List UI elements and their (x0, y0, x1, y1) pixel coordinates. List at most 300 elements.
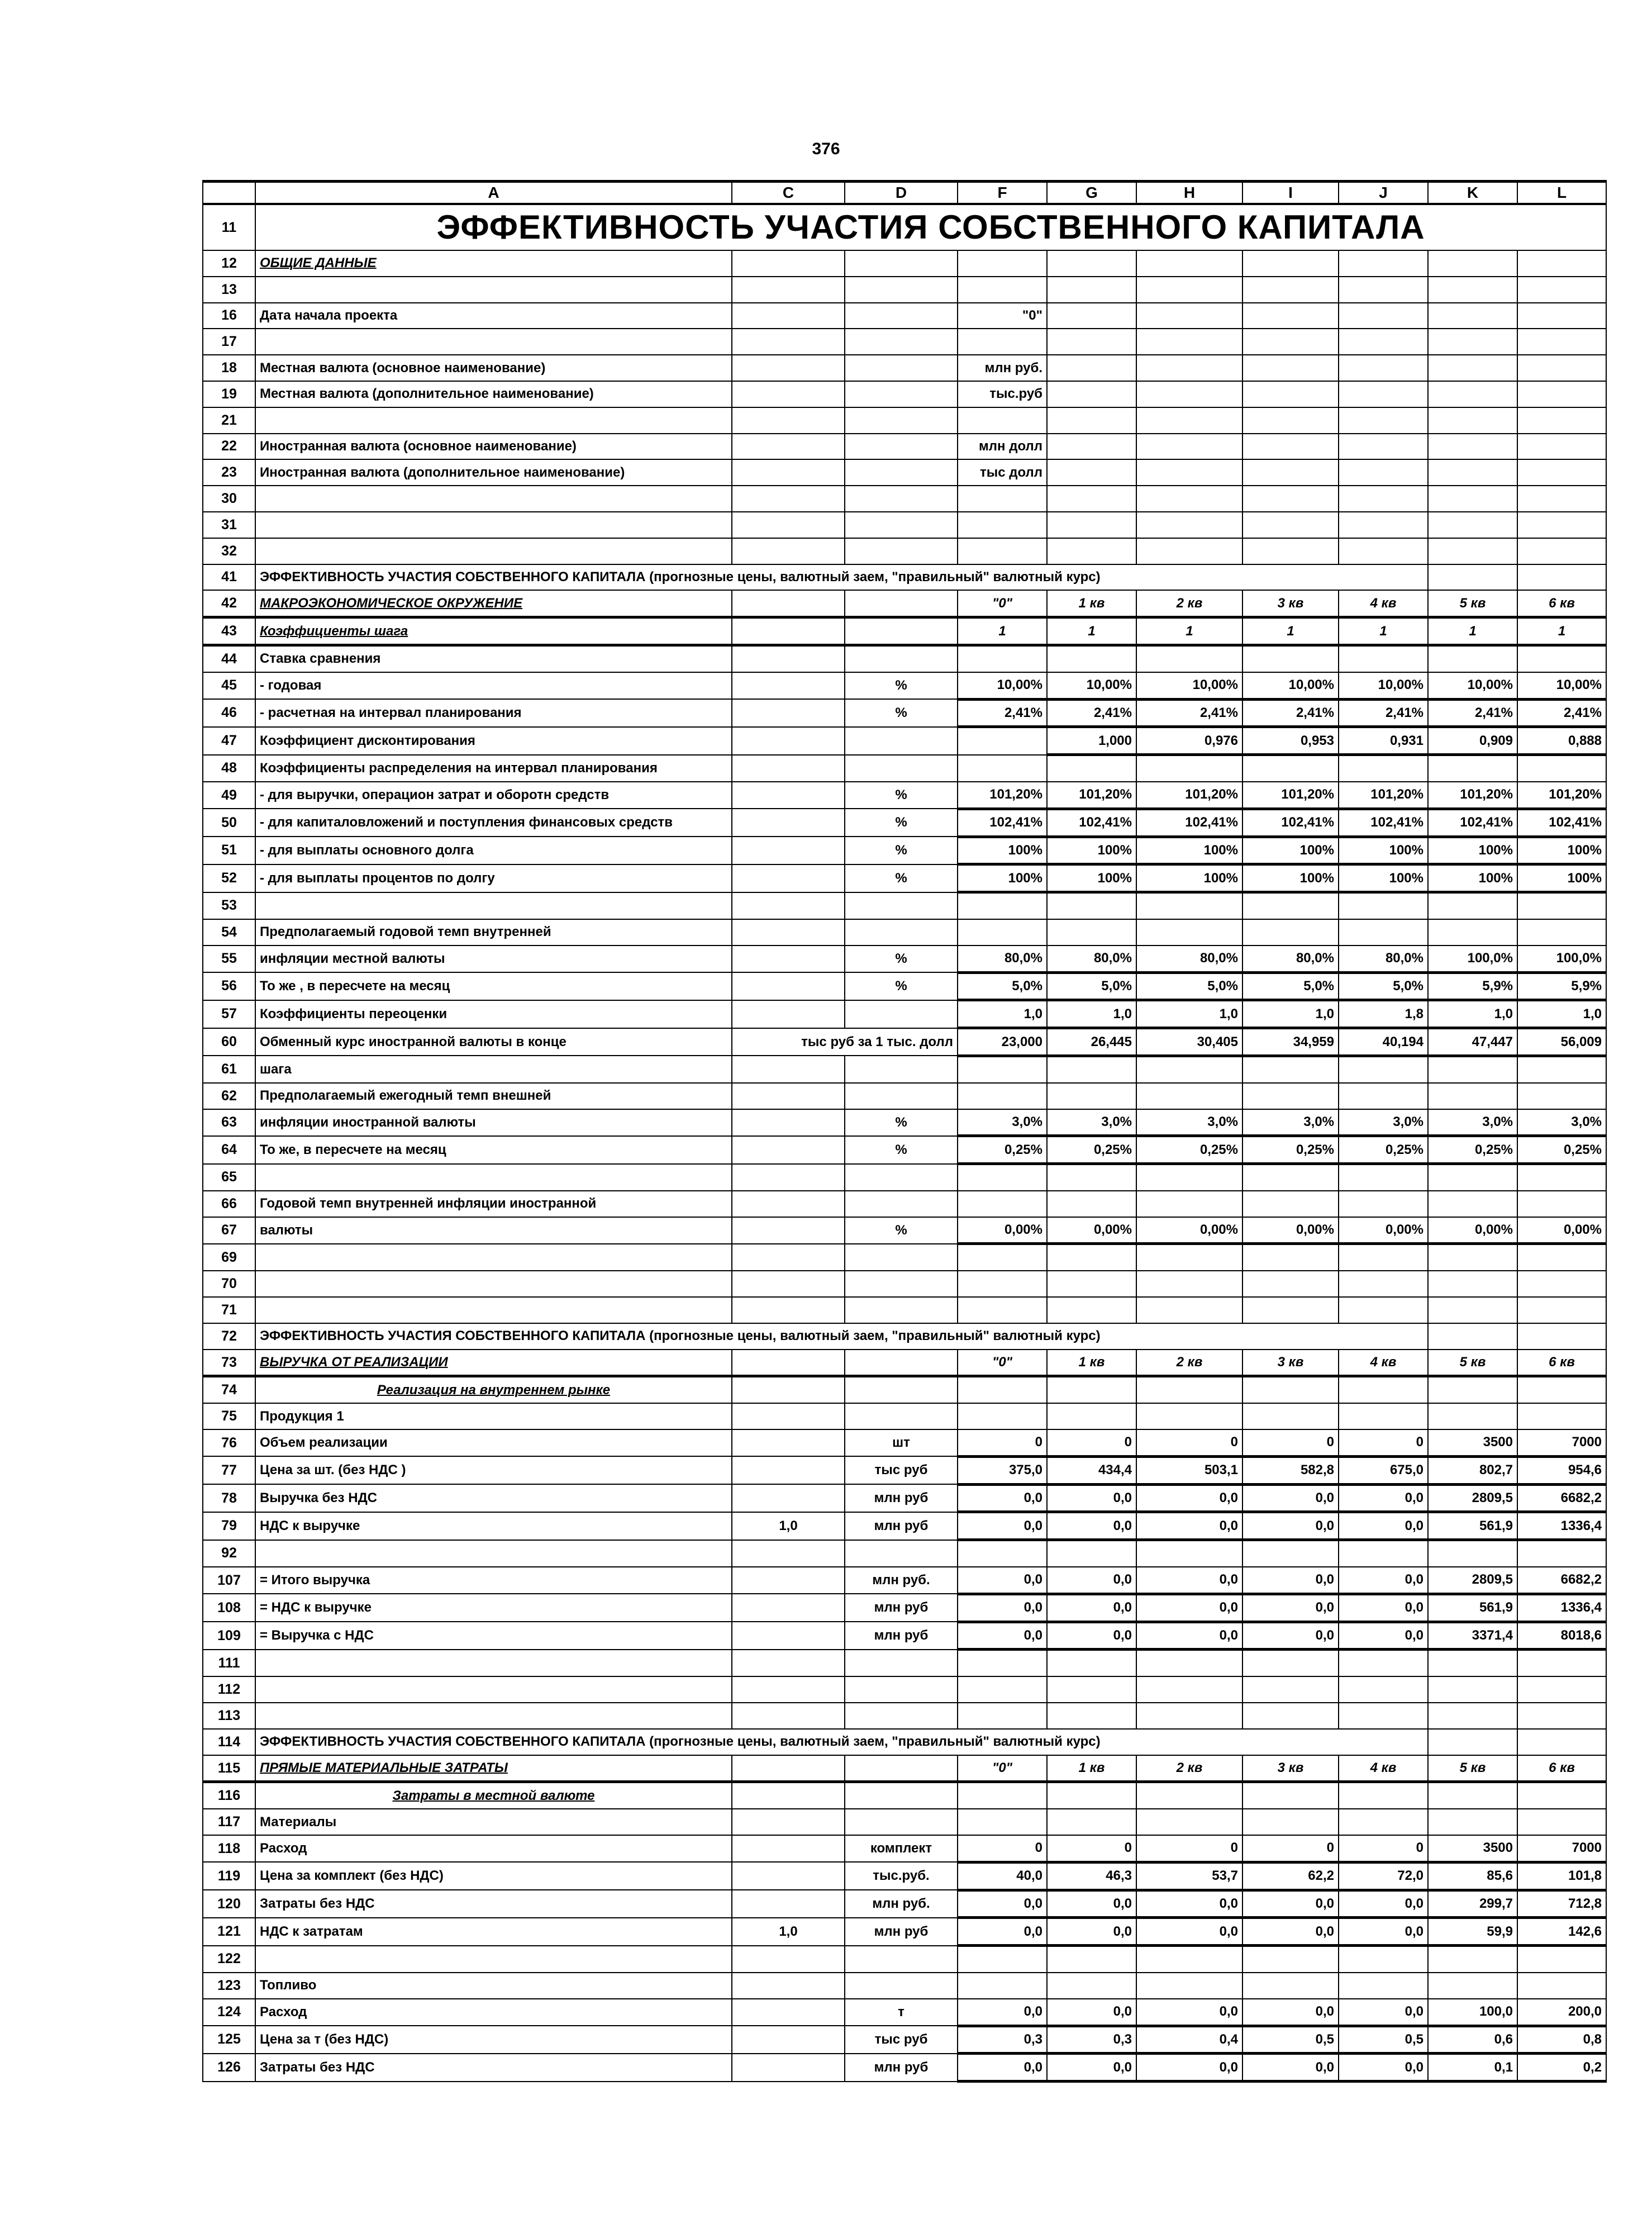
cell-k[interactable] (1428, 645, 1517, 672)
cell-i[interactable] (1242, 1540, 1339, 1567)
cell-j[interactable]: 3,0% (1339, 1109, 1428, 1136)
cell-unit[interactable] (845, 1540, 958, 1567)
cell-c[interactable] (732, 1484, 845, 1512)
cell-j[interactable] (1339, 755, 1428, 782)
row-number[interactable]: 121 (203, 1918, 255, 1946)
cell-f[interactable]: 0,0 (958, 1622, 1047, 1650)
cell-l[interactable]: 100,0% (1517, 946, 1606, 972)
cell-i[interactable]: 62,2 (1242, 1862, 1339, 1890)
cell-k[interactable]: 0,6 (1428, 2026, 1517, 2054)
row-number[interactable]: 126 (203, 2054, 255, 2082)
cell-j[interactable] (1339, 1297, 1428, 1323)
cell-g[interactable] (1047, 381, 1136, 407)
cell-i[interactable]: 0,0 (1242, 1594, 1339, 1622)
cell-label[interactable]: Дата начала проекта (255, 303, 732, 329)
row-number[interactable]: 19 (203, 381, 255, 407)
cell-c[interactable] (732, 1000, 845, 1028)
cell-unit[interactable] (845, 1650, 958, 1676)
cell-label[interactable] (255, 1297, 732, 1323)
cell-c[interactable] (732, 1703, 845, 1729)
cell-l[interactable]: 6682,2 (1517, 1484, 1606, 1512)
cell-i[interactable] (1242, 1376, 1339, 1403)
row-number[interactable]: 71 (203, 1297, 255, 1323)
cell-l[interactable]: 5,9% (1517, 972, 1606, 1000)
cell-unit[interactable]: т (845, 1999, 958, 2026)
cell-g[interactable]: 102,41% (1047, 809, 1136, 837)
cell-j[interactable]: 1 (1339, 617, 1428, 645)
cell-g[interactable]: 0,0 (1047, 1567, 1136, 1594)
cell-j[interactable]: 0,0 (1339, 1999, 1428, 2026)
cell-k[interactable] (1428, 329, 1517, 355)
cell-c[interactable] (732, 672, 845, 699)
cell-g[interactable] (1047, 250, 1136, 277)
cell-g[interactable] (1047, 1191, 1136, 1217)
cell-j[interactable] (1339, 355, 1428, 381)
cell-l[interactable]: 0,25% (1517, 1136, 1606, 1164)
cell-unit[interactable]: млн руб (845, 1594, 958, 1622)
cell-label[interactable]: Цена за шт. (без НДС ) (255, 1456, 732, 1484)
cell-l[interactable]: 7000 (1517, 1835, 1606, 1862)
cell-g[interactable] (1047, 1403, 1136, 1429)
cell-k[interactable] (1428, 538, 1517, 564)
cell-g[interactable] (1047, 355, 1136, 381)
cell-h[interactable] (1136, 1056, 1242, 1082)
cell-f[interactable]: 0,00% (958, 1217, 1047, 1244)
cell-l[interactable] (1517, 381, 1606, 407)
cell-f[interactable]: 0,0 (958, 1484, 1047, 1512)
cell-f[interactable]: 0,0 (958, 1999, 1047, 2026)
cell-j[interactable]: 0,25% (1339, 1136, 1428, 1164)
cell-g[interactable] (1047, 1271, 1136, 1297)
cell-k[interactable] (1428, 407, 1517, 434)
cell-k[interactable] (1428, 1676, 1517, 1703)
cell-label[interactable]: - для выплаты основного долга (255, 837, 732, 864)
cell-k[interactable]: 100% (1428, 837, 1517, 864)
cell-j[interactable]: 0,0 (1339, 1622, 1428, 1650)
cell-i[interactable]: 0,25% (1242, 1136, 1339, 1164)
cell-k[interactable] (1428, 250, 1517, 277)
cell-g[interactable] (1047, 1650, 1136, 1676)
cell-k[interactable] (1428, 459, 1517, 486)
cell-l[interactable] (1517, 538, 1606, 564)
cell-f[interactable]: тыс.руб (958, 381, 1047, 407)
cell-c[interactable] (732, 2026, 845, 2054)
cell-j[interactable] (1339, 1973, 1428, 1999)
cell-i[interactable]: 0,0 (1242, 1484, 1339, 1512)
cell-unit[interactable]: млн руб (845, 1918, 958, 1946)
cell-unit[interactable]: % (845, 809, 958, 837)
cell-f[interactable]: 3,0% (958, 1109, 1047, 1136)
cell-j[interactable]: 0,0 (1339, 1890, 1428, 1918)
cell-l[interactable] (1517, 1297, 1606, 1323)
cell-unit[interactable] (845, 277, 958, 303)
row-number[interactable]: 49 (203, 782, 255, 809)
cell-h[interactable]: 53,7 (1136, 1862, 1242, 1890)
cell-label[interactable]: Местная валюта (основное наименование) (255, 355, 732, 381)
cell-c[interactable] (732, 1999, 845, 2026)
cell-j[interactable] (1339, 486, 1428, 512)
row-number[interactable]: 51 (203, 837, 255, 864)
row-number[interactable]: 50 (203, 809, 255, 837)
cell-unit[interactable] (845, 1946, 958, 1973)
cell-unit[interactable]: % (845, 1136, 958, 1164)
cell-unit[interactable] (845, 1350, 958, 1376)
cell-c[interactable] (732, 727, 845, 755)
cell-i[interactable]: 0,0 (1242, 2054, 1339, 2082)
cell-c[interactable] (732, 1835, 845, 1862)
cell-i[interactable]: 100% (1242, 837, 1339, 864)
cell-l[interactable] (1517, 1703, 1606, 1729)
cell-k[interactable] (1428, 381, 1517, 407)
cell-unit[interactable] (845, 1676, 958, 1703)
cell-i[interactable] (1242, 1809, 1339, 1835)
cell-k[interactable] (1428, 1973, 1517, 1999)
cell-k[interactable]: 2809,5 (1428, 1567, 1517, 1594)
cell-l[interactable] (1517, 512, 1606, 538)
cell-l[interactable]: 3,0% (1517, 1109, 1606, 1136)
cell-g[interactable] (1047, 1164, 1136, 1191)
cell-c[interactable] (732, 1594, 845, 1622)
cell-label[interactable]: - для выплаты процентов по долгу (255, 864, 732, 892)
cell-k[interactable]: 2,41% (1428, 699, 1517, 727)
cell-l[interactable] (1517, 486, 1606, 512)
cell-l[interactable] (1517, 1676, 1606, 1703)
cell-h[interactable]: 0,976 (1136, 727, 1242, 755)
cell-h[interactable]: 10,00% (1136, 672, 1242, 699)
cell-label[interactable]: То же , в пересчете на месяц (255, 972, 732, 1000)
cell-unit[interactable] (845, 645, 958, 672)
cell-unit[interactable]: тыс руб (845, 2026, 958, 2054)
cell-l[interactable]: 2,41% (1517, 699, 1606, 727)
cell-label[interactable]: Иностранная валюта (дополнительное наименование) (255, 459, 732, 486)
cell-label[interactable] (255, 1703, 732, 1729)
cell-i[interactable] (1242, 1782, 1339, 1809)
row-number[interactable]: 79 (203, 1512, 255, 1540)
cell-i[interactable]: 0,0 (1242, 1512, 1339, 1540)
cell-i[interactable]: 1,0 (1242, 1000, 1339, 1028)
cell-k[interactable]: 0,00% (1428, 1217, 1517, 1244)
cell-label[interactable] (255, 486, 732, 512)
cell-h[interactable] (1136, 407, 1242, 434)
cell-g[interactable] (1047, 919, 1136, 946)
cell-c[interactable] (732, 407, 845, 434)
cell-h[interactable] (1136, 1703, 1242, 1729)
cell-c[interactable] (732, 1540, 845, 1567)
cell-k[interactable]: 1 (1428, 617, 1517, 645)
cell-h[interactable]: 102,41% (1136, 809, 1242, 837)
cell-h[interactable]: 101,20% (1136, 782, 1242, 809)
cell-k[interactable] (1428, 1244, 1517, 1271)
cell-i[interactable]: 0,0 (1242, 1567, 1339, 1594)
cell-unit[interactable]: млн руб (845, 1512, 958, 1540)
cell-i[interactable] (1242, 486, 1339, 512)
cell-f[interactable] (958, 1297, 1047, 1323)
column-header-h[interactable]: H (1136, 182, 1242, 205)
cell-k[interactable]: 3,0% (1428, 1109, 1517, 1136)
cell-unit[interactable] (845, 1703, 958, 1729)
row-number[interactable]: 66 (203, 1191, 255, 1217)
section-heading[interactable]: ЭФФЕКТИВНОСТЬ УЧАСТИЯ СОБСТВЕННОГО КАПИТАЛА (прогнозные цены, валютный заем, "правильный" валютный курс) (255, 564, 1428, 591)
column-header-l[interactable]: L (1517, 182, 1606, 205)
cell-c[interactable] (732, 699, 845, 727)
row-number[interactable]: 41 (203, 564, 255, 591)
cell-k[interactable]: 100% (1428, 864, 1517, 892)
cell-unit[interactable]: комплект (845, 1835, 958, 1862)
cell-unit[interactable]: % (845, 1109, 958, 1136)
cell-j[interactable]: 0,0 (1339, 1918, 1428, 1946)
cell-k[interactable]: 100,0 (1428, 1999, 1517, 2026)
cell-c[interactable] (732, 590, 845, 617)
cell-l[interactable]: 1336,4 (1517, 1512, 1606, 1540)
row-number[interactable]: 123 (203, 1973, 255, 1999)
cell-c[interactable] (732, 1271, 845, 1297)
cell-f[interactable]: 80,0% (958, 946, 1047, 972)
row-number[interactable]: 60 (203, 1028, 255, 1056)
cell-j[interactable]: 0,0 (1339, 1484, 1428, 1512)
cell-h[interactable] (1136, 434, 1242, 460)
cell-f[interactable]: 0,0 (958, 2054, 1047, 2082)
cell-label[interactable] (255, 512, 732, 538)
cell-k[interactable]: 47,447 (1428, 1028, 1517, 1056)
cell-g[interactable]: 0,3 (1047, 2026, 1136, 2054)
cell-unit[interactable]: % (845, 1217, 958, 1244)
cell-c[interactable] (732, 892, 845, 919)
cell-f[interactable] (958, 755, 1047, 782)
cell-j[interactable] (1339, 892, 1428, 919)
cell-unit[interactable]: % (845, 864, 958, 892)
cell-f[interactable] (958, 1056, 1047, 1082)
cell-c[interactable] (732, 434, 845, 460)
cell-c[interactable] (732, 1622, 845, 1650)
cell-c[interactable] (732, 946, 845, 972)
cell-i[interactable]: 34,959 (1242, 1028, 1339, 1056)
cell-h[interactable]: 0,0 (1136, 1918, 1242, 1946)
cell-l[interactable]: 0,888 (1517, 727, 1606, 755)
cell-i[interactable] (1242, 892, 1339, 919)
cell-c[interactable] (732, 837, 845, 864)
cell-h[interactable]: 0 (1136, 1429, 1242, 1456)
cell-h[interactable] (1136, 892, 1242, 919)
cell-i[interactable]: 10,00% (1242, 672, 1339, 699)
row-number[interactable]: 23 (203, 459, 255, 486)
cell-j[interactable]: 0,0 (1339, 2054, 1428, 2082)
cell-k[interactable] (1428, 1164, 1517, 1191)
cell-f[interactable]: "0" (958, 1755, 1047, 1782)
cell-i[interactable] (1242, 1297, 1339, 1323)
cell-g[interactable]: 0,0 (1047, 1512, 1136, 1540)
cell-h[interactable]: 0,0 (1136, 1594, 1242, 1622)
cell-l[interactable]: 0,2 (1517, 2054, 1606, 2082)
cell-c[interactable] (732, 755, 845, 782)
cell-k[interactable] (1428, 1056, 1517, 1082)
cell-unit[interactable]: % (845, 972, 958, 1000)
cell-c[interactable] (732, 1946, 845, 1973)
cell-l[interactable]: 1,0 (1517, 1000, 1606, 1028)
cell-unit[interactable] (845, 1782, 958, 1809)
cell-f[interactable] (958, 1809, 1047, 1835)
cell-l[interactable] (1517, 919, 1606, 946)
cell-j[interactable]: 0,0 (1339, 1512, 1428, 1540)
cell-j[interactable]: 1,8 (1339, 1000, 1428, 1028)
cell-k[interactable]: 102,41% (1428, 809, 1517, 837)
cell-unit[interactable] (845, 1000, 958, 1028)
column-header-k[interactable]: K (1428, 182, 1517, 205)
cell-l[interactable] (1517, 755, 1606, 782)
row-number[interactable]: 77 (203, 1456, 255, 1484)
row-number[interactable]: 64 (203, 1136, 255, 1164)
cell-k[interactable] (1428, 486, 1517, 512)
cell-f[interactable]: 375,0 (958, 1456, 1047, 1484)
cell-label[interactable]: Коэффициенты распределения на интервал планирования (255, 755, 732, 782)
row-number[interactable]: 113 (203, 1703, 255, 1729)
cell-g[interactable]: 0,0 (1047, 1594, 1136, 1622)
cell-j[interactable] (1339, 1650, 1428, 1676)
column-header-f[interactable]: F (958, 182, 1047, 205)
cell-label[interactable]: НДС к выручке (255, 1512, 732, 1540)
row-number[interactable]: 76 (203, 1429, 255, 1456)
cell-h[interactable]: 2 кв (1136, 1350, 1242, 1376)
cell-c[interactable] (732, 1297, 845, 1323)
cell-f[interactable]: 2,41% (958, 699, 1047, 727)
cell-i[interactable]: 0,00% (1242, 1217, 1339, 1244)
cell-j[interactable] (1339, 1809, 1428, 1835)
cell-k[interactable] (1428, 512, 1517, 538)
cell-j[interactable]: 101,20% (1339, 782, 1428, 809)
row-number[interactable]: 78 (203, 1484, 255, 1512)
cell-l[interactable] (1517, 459, 1606, 486)
cell-h[interactable] (1136, 381, 1242, 407)
cell-label[interactable]: Цена за т (без НДС) (255, 2026, 732, 2054)
cell-label[interactable]: - для выручки, операцион затрат и оборотн средств (255, 782, 732, 809)
cell-j[interactable] (1339, 1271, 1428, 1297)
cell-k[interactable]: 5,9% (1428, 972, 1517, 1000)
cell-f[interactable]: 40,0 (958, 1862, 1047, 1890)
cell-i[interactable]: 3,0% (1242, 1109, 1339, 1136)
cell-l[interactable]: 102,41% (1517, 809, 1606, 837)
cell-l[interactable] (1517, 1403, 1606, 1429)
cell-f[interactable] (958, 512, 1047, 538)
cell-k[interactable]: 561,9 (1428, 1594, 1517, 1622)
cell-l[interactable] (1517, 329, 1606, 355)
cell-label[interactable]: Объем реализации (255, 1429, 732, 1456)
row-number[interactable]: 115 (203, 1755, 255, 1782)
row-number[interactable]: 30 (203, 486, 255, 512)
cell-c[interactable] (732, 2054, 845, 2082)
cell-k[interactable]: 1,0 (1428, 1000, 1517, 1028)
cell-h[interactable]: 2,41% (1136, 699, 1242, 727)
cell-unit[interactable] (845, 381, 958, 407)
cell[interactable] (1428, 1729, 1517, 1755)
cell-h[interactable] (1136, 512, 1242, 538)
cell-c[interactable] (732, 1191, 845, 1217)
cell-k[interactable]: 3500 (1428, 1835, 1517, 1862)
cell-j[interactable] (1339, 459, 1428, 486)
cell-c[interactable] (732, 617, 845, 645)
cell-j[interactable] (1339, 1782, 1428, 1809)
cell-j[interactable] (1339, 1676, 1428, 1703)
cell-label[interactable]: Обменный курс иностранной валюты в конце (255, 1028, 732, 1056)
cell-k[interactable] (1428, 1946, 1517, 1973)
cell-label[interactable] (255, 538, 732, 564)
cell-h[interactable] (1136, 1946, 1242, 1973)
cell-g[interactable]: 0,0 (1047, 1999, 1136, 2026)
cell-f[interactable]: 0 (958, 1835, 1047, 1862)
cell-g[interactable] (1047, 1946, 1136, 1973)
cell-i[interactable]: 0,953 (1242, 727, 1339, 755)
cell-i[interactable] (1242, 1676, 1339, 1703)
cell-f[interactable] (958, 919, 1047, 946)
cell-i[interactable] (1242, 1650, 1339, 1676)
cell-f[interactable] (958, 250, 1047, 277)
cell-f[interactable]: "0" (958, 303, 1047, 329)
cell-h[interactable]: 0,0 (1136, 2054, 1242, 2082)
cell-label[interactable]: инфляции местной валюты (255, 946, 732, 972)
cell-l[interactable]: 6 кв (1517, 590, 1606, 617)
cell-h[interactable]: 100% (1136, 837, 1242, 864)
cell-unit[interactable] (845, 407, 958, 434)
cell-l[interactable] (1517, 1809, 1606, 1835)
row-number[interactable]: 125 (203, 2026, 255, 2054)
cell-l[interactable] (1517, 1191, 1606, 1217)
row-number[interactable]: 75 (203, 1403, 255, 1429)
cell-label[interactable] (255, 1164, 732, 1191)
cell-c[interactable] (732, 1217, 845, 1244)
cell-h[interactable]: 0,4 (1136, 2026, 1242, 2054)
cell-c[interactable] (732, 919, 845, 946)
cell-k[interactable] (1428, 919, 1517, 946)
cell-g[interactable] (1047, 1782, 1136, 1809)
corner-cell[interactable] (203, 182, 255, 205)
cell-h[interactable] (1136, 329, 1242, 355)
cell-g[interactable] (1047, 892, 1136, 919)
cell-k[interactable] (1428, 1376, 1517, 1403)
cell-l[interactable]: 56,009 (1517, 1028, 1606, 1056)
cell-g[interactable] (1047, 1297, 1136, 1323)
cell-h[interactable] (1136, 1083, 1242, 1109)
cell-g[interactable] (1047, 407, 1136, 434)
row-number[interactable]: 18 (203, 355, 255, 381)
cell-h[interactable]: 3,0% (1136, 1109, 1242, 1136)
cell-c[interactable] (732, 1862, 845, 1890)
cell-unit[interactable] (845, 355, 958, 381)
row-number[interactable]: 119 (203, 1862, 255, 1890)
cell-unit[interactable] (845, 329, 958, 355)
cell-h[interactable]: 0,0 (1136, 1622, 1242, 1650)
cell-l[interactable] (1517, 1946, 1606, 1973)
cell-unit[interactable] (845, 1809, 958, 1835)
cell-h[interactable]: 30,405 (1136, 1028, 1242, 1056)
cell-h[interactable] (1136, 1650, 1242, 1676)
cell-unit[interactable] (845, 1376, 958, 1403)
cell-j[interactable] (1339, 381, 1428, 407)
cell-label[interactable]: Предполагаемый ежегодный темп внешней (255, 1083, 732, 1109)
row-number[interactable]: 45 (203, 672, 255, 699)
cell-k[interactable]: 5 кв (1428, 1755, 1517, 1782)
cell-k[interactable] (1428, 1782, 1517, 1809)
cell-f[interactable]: млн долл (958, 434, 1047, 460)
cell-unit[interactable] (845, 1244, 958, 1271)
cell-j[interactable]: 0 (1339, 1429, 1428, 1456)
cell-c[interactable] (732, 1809, 845, 1835)
cell-f[interactable] (958, 1164, 1047, 1191)
cell-unit[interactable] (845, 1403, 958, 1429)
cell-label[interactable]: Расход (255, 1835, 732, 1862)
cell-j[interactable] (1339, 1403, 1428, 1429)
row-number[interactable]: 52 (203, 864, 255, 892)
cell-f[interactable] (958, 1650, 1047, 1676)
cell-l[interactable] (1517, 1973, 1606, 1999)
cell-h[interactable]: 0,25% (1136, 1136, 1242, 1164)
